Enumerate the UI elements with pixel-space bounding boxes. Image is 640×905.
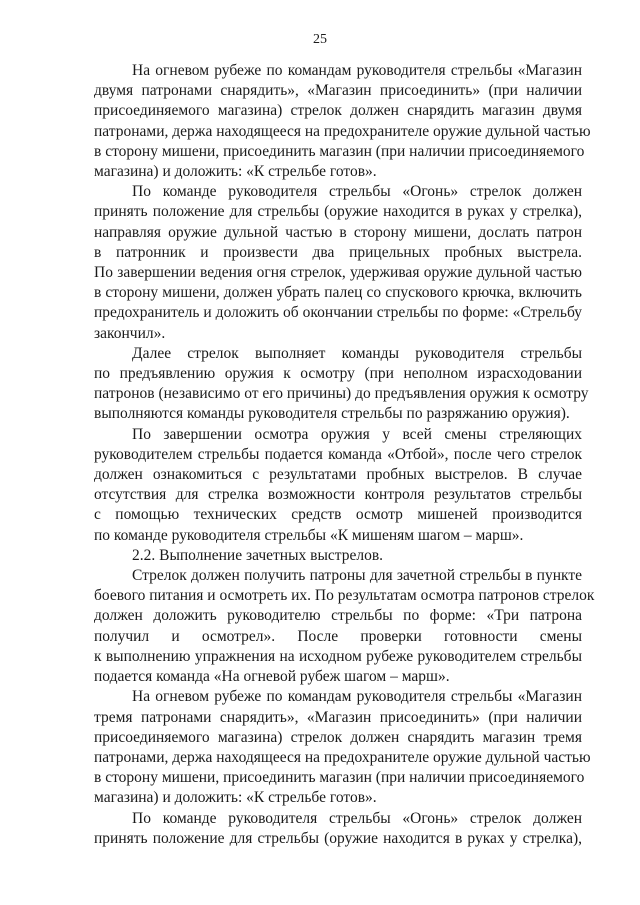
text-line: в патронник и произвести два прицельных пробных выстрела. bbox=[94, 243, 582, 261]
text-line: подается команда «На огневой рубеж шагом – марш». bbox=[94, 668, 450, 686]
paragraph bbox=[94, 566, 595, 687]
text-line: с помощью технических средств осмотр мишеней производится bbox=[94, 506, 582, 524]
text-line: По завершении ведения огня стрелок, удерживая оружие дульной частью bbox=[94, 264, 582, 282]
paragraph bbox=[94, 344, 589, 425]
text-line: По команде руководителя стрельбы «Огонь» стрелок должен bbox=[132, 809, 582, 827]
text-line: Далее стрелок выполняет команды руководителя стрельбы bbox=[132, 344, 582, 362]
text-line: закончил». bbox=[94, 324, 166, 342]
document-body bbox=[94, 61, 595, 849]
text-line: выполняются команды руководителя стрельбы по разряжанию оружия). bbox=[94, 405, 570, 423]
paragraph bbox=[94, 182, 582, 344]
text-line: По команде руководителя стрельбы «Огонь» стрелок должен bbox=[132, 183, 582, 201]
paragraph bbox=[94, 425, 582, 546]
text-line: в сторону мишени, должен убрать палец со спускового крючка, включить bbox=[94, 284, 582, 302]
text-line: По завершении осмотра оружия у всей смены стреляющих bbox=[132, 425, 582, 443]
text-line: руководителем стрельбы подается команда «Отбой», после чего стрелок bbox=[94, 445, 582, 463]
text-line: отсутствия для стрелка возможности контроля результатов стрельбы bbox=[94, 486, 582, 504]
text-line: присоединяемого магазина) стрелок должен снарядить магазин тремя bbox=[94, 728, 582, 746]
text-line: магазина) и доложить: «К стрельбе готов». bbox=[94, 789, 377, 807]
text-line: к выполнению упражнения на исходном рубеже руководителем стрельбы bbox=[94, 647, 582, 665]
text-line: патронами, держа находящееся на предохранителе оружие дульной частью bbox=[94, 122, 591, 140]
text-line: принять положение для стрельбы (оружие находится в руках у стрелка), bbox=[94, 203, 582, 221]
text-line: Стрелок должен получить патроны для зачетной стрельбы в пункте bbox=[132, 567, 582, 585]
text-line: присоединяемого магазина) стрелок должен снарядить магазин двумя bbox=[94, 102, 582, 120]
text-line: На огневом рубеже по командам руководителя стрельбы «Магазин bbox=[132, 62, 582, 79]
text-line: тремя патронами снарядить», «Магазин присоединить» (при наличии bbox=[94, 708, 582, 726]
text-line: по предъявлению оружия к осмотру (при неполном израсходовании bbox=[94, 365, 582, 383]
text-line: патронами, держа находящееся на предохранителе оружие дульной частью bbox=[94, 748, 591, 766]
page-number: 25 bbox=[313, 32, 327, 47]
text-line: по команде руководителя стрельбы «К мишеням шагом – марш». bbox=[94, 526, 524, 544]
text-line: получил и осмотрел». После проверки готовности смены bbox=[94, 627, 582, 645]
text-line: двумя патронами снарядить», «Магазин присоединить» (при наличии bbox=[94, 82, 582, 100]
paragraph bbox=[94, 809, 582, 849]
text-line: в сторону мишени, присоединить магазин (при наличии присоединяемого bbox=[94, 142, 585, 160]
section-heading bbox=[94, 546, 582, 566]
text-line: направляя оружие дульной частью в сторону мишени, дослать патрон bbox=[94, 223, 582, 241]
paragraph bbox=[94, 61, 591, 182]
text-line: 2.2. Выполнение зачетных выстрелов. bbox=[132, 546, 384, 564]
paragraph bbox=[94, 687, 591, 808]
text-line: в сторону мишени, присоединить магазин (при наличии присоединяемого bbox=[94, 769, 585, 787]
text-line: магазина) и доложить: «К стрельбе готов». bbox=[94, 163, 377, 181]
text-line: боевого питания и осмотреть их. По результатам осмотра патронов стрелок bbox=[94, 587, 595, 605]
text-line: должен доложить руководителю стрельбы по форме: «Три патрона bbox=[94, 607, 582, 625]
text-line: должен ознакомиться с результатами пробных выстрелов. В случае bbox=[94, 466, 582, 484]
text-line: принять положение для стрельбы (оружие находится в руках у стрелка), bbox=[94, 829, 582, 847]
text-line: предохранитель и доложить об окончании стрельбы по форме: «Стрельбу bbox=[94, 304, 582, 322]
text-line: На огневом рубеже по командам руководителя стрельбы «Магазин bbox=[132, 688, 582, 706]
text-line: патронов (независимо от его причины) до предъявления оружия к осмотру bbox=[94, 385, 589, 403]
